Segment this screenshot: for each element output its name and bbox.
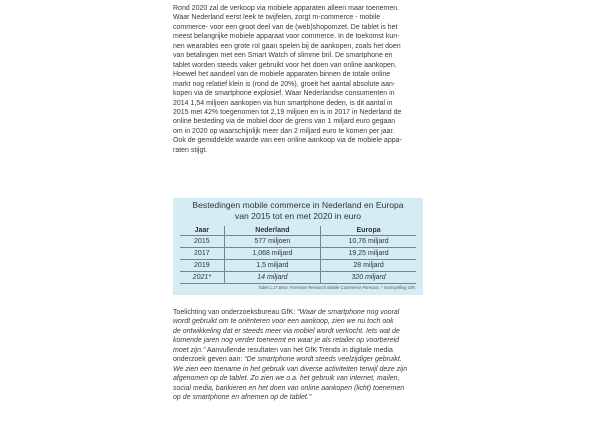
table-title-line: van 2015 tot en met 2020 in euro	[234, 211, 362, 221]
cell-europa: 28 miljard	[321, 260, 416, 272]
cell-year: 2019	[180, 260, 224, 272]
table-title	[173, 198, 423, 222]
outro-line: komende jaren nog verder toeneemt en waar je als retailer op voorbereid	[173, 337, 400, 345]
outro-line: op de smartphone en afnemen op de tablet.”	[173, 394, 312, 402]
intro-line: van betalingen met een Smart Watch of slimme bril. De smartphone en	[173, 52, 393, 60]
intro-line: Hoewel het aandeel van de mobiele apparaten binnen de totale online	[173, 71, 391, 79]
spending-table	[180, 226, 416, 284]
intro-paragraph	[173, 4, 423, 155]
intro-line: Ook de gemiddelde waarde van een online aankoop via de mobiele appa-	[173, 137, 402, 145]
outro-line: Toelichting van onderzoeksbureau GfK: “Waar de smartphone nog vooral	[173, 309, 400, 316]
outro-line: social media, bankieren en het doen van online aankopen (licht) toenemen	[173, 384, 405, 392]
cell-europa: 10,76 miljard	[321, 236, 416, 248]
spending-table-box	[173, 198, 423, 295]
cell-nederland: 14 miljard	[224, 272, 321, 284]
outro-line: de ontwikkeling dat er steeds meer via mobiel wordt verkocht. Iets wat de	[173, 327, 400, 335]
intro-line: raten stijgt.	[173, 146, 208, 154]
cell-year: 2021*	[180, 272, 224, 284]
table-caption: Tabel 1.17 Bron: Forrester Research Mobile Commerce Forecast. * Voorspelling GfK	[258, 285, 415, 290]
intro-line: markt nog relatief klein is (rond de 20%), groeit het aantal absolute aan-	[173, 80, 396, 88]
intro-line: Rond 2020 zal de verkoop via mobiele apparaten alleen maar toenemen.	[173, 5, 400, 12]
table-row	[180, 236, 416, 248]
intro-line: online besteding via de mobiel door de grens van 1 miljard euro gegaan	[173, 118, 396, 126]
table-row-forecast	[180, 272, 416, 284]
intro-line: commerce- voor een groot deel van de (web)shopomzet. De tablet is het	[173, 23, 398, 31]
header-jaar: Jaar	[180, 226, 224, 236]
table-row	[180, 260, 416, 272]
cell-europa: 19,25 miljard	[321, 248, 416, 260]
cell-year: 2015	[180, 236, 224, 248]
intro-line: nen wearables een grote rol gaan spelen bij de aankopen, zoals het doen	[173, 42, 401, 50]
cell-nederland: 577 miljoen	[224, 236, 321, 248]
intro-line: Waar Nederland eerst leek te twijfelen, zorgt m-commerce - mobile	[173, 14, 381, 22]
intro-line: 2014 1,54 miljoen aankopen via hun smartphone deden, is dit aantal in	[173, 99, 393, 107]
intro-line: kopen via de smartphone explosief. Waar Nederlandse consumenten in	[173, 90, 395, 98]
outro-line: onderzoek geven aan: “De smartphone wordt steeds veelzijdiger gebruikt.	[173, 356, 402, 364]
outro-paragraph	[173, 308, 425, 403]
intro-line: 2015 met 42% toegenomen tot 2,19 miljoen en is in 2017 in Nederland de	[173, 108, 402, 116]
outro-line: afgenomen op de tablet. Zo zien we o.a. het gebruik van internet, mailen,	[173, 375, 400, 383]
table-title-line: Bestedingen mobile commerce in Nederland en Europa	[192, 200, 404, 210]
intro-line: tablet worden steeds vaker gebruikt voor het doen van online aankopen.	[173, 61, 397, 69]
cell-nederland: 1,5 miljard	[224, 260, 321, 272]
table-row	[180, 248, 416, 260]
table-header-row	[180, 226, 416, 236]
intro-line: meest belangrijke mobiele apparaat voor commerce. In de toekomst kun-	[173, 33, 400, 41]
header-europa: Europa	[321, 226, 416, 236]
outro-line: wordt gebruikt om te oriënteren voor een aankoop, zien we nu toch ook	[173, 318, 394, 326]
cell-europa: 320 miljard	[321, 272, 416, 284]
cell-year: 2017	[180, 248, 224, 260]
outro-line: moet zijn.” Aanvullende resultaten van het GfK Trends in digitale media	[173, 346, 393, 354]
intro-line: om in 2020 op waarschijnlijk meer dan 2 miljard euro te komen per jaar.	[173, 127, 395, 135]
outro-line: We zien een toename in het gebruik van diverse activiteiten terwijl deze zijn	[173, 365, 408, 373]
cell-nederland: 1,068 miljard	[224, 248, 321, 260]
header-nederland: Nederland	[224, 226, 321, 236]
